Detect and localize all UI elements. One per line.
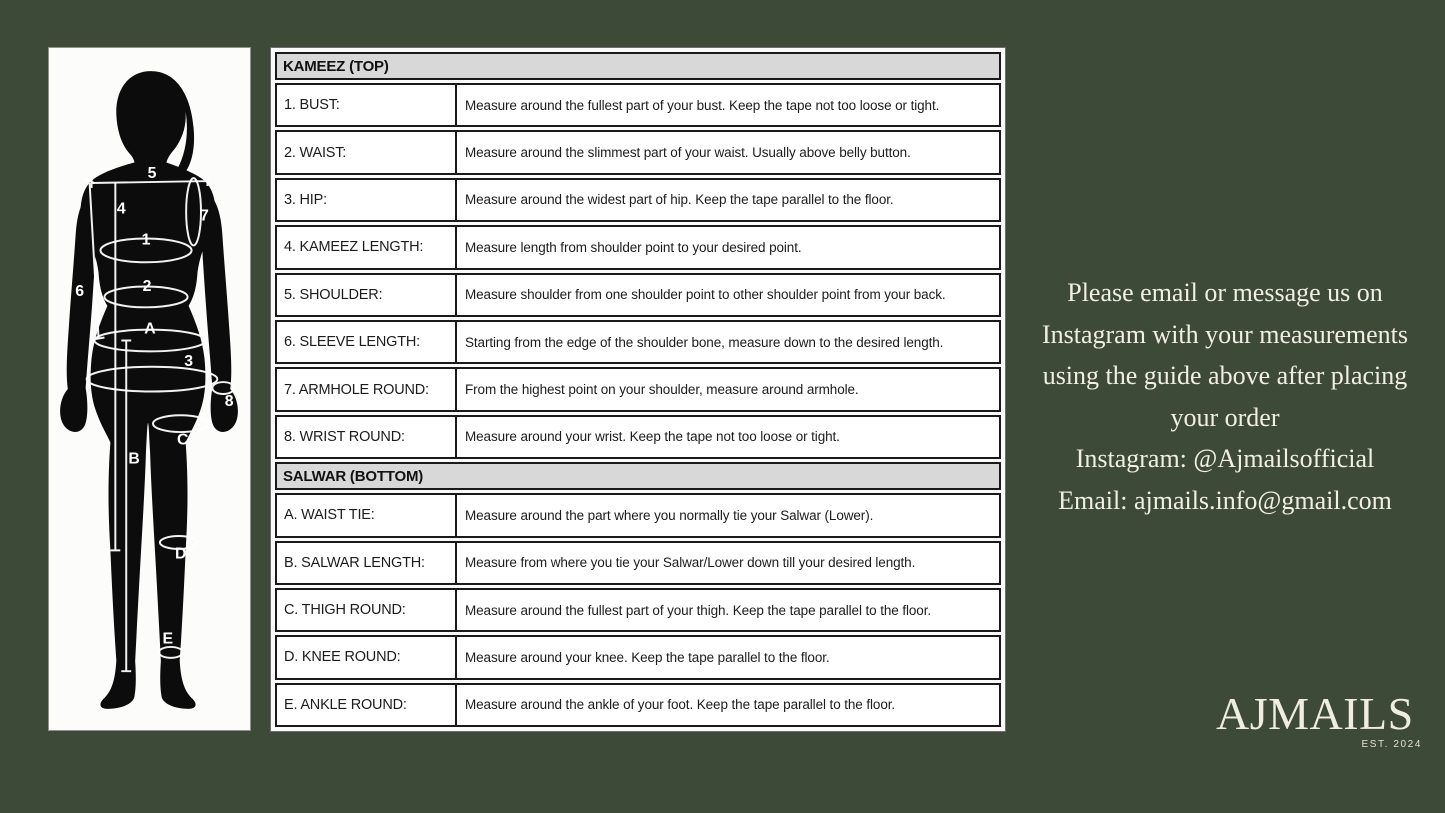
measurement-description: Measure around your wrist. Keep the tape not too loose or tight. bbox=[465, 429, 840, 445]
measurement-label: 1. BUST: bbox=[277, 85, 457, 125]
contact-note-line: your order bbox=[1170, 402, 1280, 432]
table-row bbox=[275, 273, 1001, 317]
marker-4: 4 bbox=[116, 200, 126, 218]
measurement-description: Measure around the ankle of your foot. Keep the tape parallel to the floor. bbox=[465, 697, 896, 713]
measurement-label: 8. WRIST ROUND: bbox=[277, 417, 457, 457]
table-row bbox=[275, 130, 1001, 174]
measurement-description: From the highest point on your shoulder, measure around armhole. bbox=[465, 382, 859, 398]
measurement-description: Measure length from shoulder point to your desired point. bbox=[465, 239, 802, 255]
measurement-description: Measure from where you tie your Salwar/Lower down till your desired length. bbox=[465, 555, 916, 571]
measurement-description: Starting from the edge of the shoulder bone, measure down to the desired length. bbox=[465, 334, 944, 350]
measurement-label: B. SALWAR LENGTH: bbox=[277, 543, 457, 583]
brand-logo bbox=[1216, 690, 1422, 750]
marker-1: 1 bbox=[141, 231, 151, 249]
measurement-description: Measure shoulder from one shoulder point to other shoulder point from your back. bbox=[465, 287, 946, 303]
contact-note-line: using the guide above after placing bbox=[1042, 361, 1408, 390]
measurement-description: Measure around the fullest part of your thigh. Keep the tape parallel to the floor. bbox=[465, 602, 932, 618]
contact-note-line: Instagram with your measurements bbox=[1041, 319, 1409, 349]
marker-E: E bbox=[162, 630, 174, 648]
table-row bbox=[275, 683, 1001, 727]
brand-established-year: EST. 2024 bbox=[1361, 739, 1422, 751]
silhouette-left-arm bbox=[60, 199, 96, 432]
measurement-label: 6. SLEEVE LENGTH: bbox=[277, 322, 457, 362]
contact-note-line: Please email or message us on bbox=[1067, 278, 1383, 307]
measurement-description: Measure around the slimmest part of your waist. Usually above belly button. bbox=[465, 145, 911, 161]
measurement-label: 7. ARMHOLE ROUND: bbox=[277, 369, 457, 409]
brand-name: AJMAILS bbox=[1216, 688, 1414, 739]
table-row bbox=[275, 367, 1001, 411]
body-silhouette-diagram bbox=[49, 48, 250, 730]
marker-3: 3 bbox=[184, 353, 194, 371]
body-measurement-figure-panel bbox=[48, 47, 251, 731]
table-row bbox=[275, 493, 1001, 537]
table-row bbox=[275, 320, 1001, 364]
marker-7: 7 bbox=[200, 207, 209, 225]
table-section-header: KAMEEZ (TOP) bbox=[275, 52, 1001, 80]
marker-C: C bbox=[176, 431, 189, 449]
table-row bbox=[275, 635, 1001, 679]
measurement-label: D. KNEE ROUND: bbox=[277, 637, 457, 677]
measurement-table bbox=[270, 47, 1006, 732]
measurement-description: Measure around your knee. Keep the tape parallel to the floor. bbox=[465, 649, 830, 665]
measurement-description: Measure around the fullest part of your bust. Keep the tape not too loose or tight. bbox=[465, 97, 940, 113]
measurement-label: 3. HIP: bbox=[277, 180, 457, 220]
measurement-description: Measure around the widest part of hip. Keep the tape parallel to the floor. bbox=[465, 192, 894, 208]
contact-note bbox=[1005, 272, 1445, 521]
measurement-label: C. THIGH ROUND: bbox=[277, 590, 457, 630]
measurement-label: 2. WAIST: bbox=[277, 132, 457, 172]
marker-D: D bbox=[174, 545, 187, 563]
table-row bbox=[275, 541, 1001, 585]
marker-B: B bbox=[128, 450, 140, 468]
table-row bbox=[275, 178, 1001, 222]
measurement-label: A. WAIST TIE: bbox=[277, 495, 457, 535]
measurement-label: E. ANKLE ROUND: bbox=[277, 685, 457, 725]
marker-2: 2 bbox=[142, 277, 152, 295]
measurement-label: 4. KAMEEZ LENGTH: bbox=[277, 227, 457, 267]
table-section-header: SALWAR (BOTTOM) bbox=[275, 462, 1001, 490]
contact-note-line: Email: ajmails.info@gmail.com bbox=[1058, 485, 1392, 515]
measurement-description: Measure around the part where you normally tie your Salwar (Lower). bbox=[465, 507, 874, 523]
contact-note-line: Instagram: @Ajmailsofficial bbox=[1075, 444, 1375, 473]
table-row bbox=[275, 83, 1001, 127]
table-row bbox=[275, 588, 1001, 632]
table-row bbox=[275, 225, 1001, 269]
marker-6: 6 bbox=[75, 282, 85, 300]
marker-5: 5 bbox=[147, 165, 157, 183]
marker-A: A bbox=[144, 320, 156, 338]
table-row bbox=[275, 415, 1001, 459]
silhouette-head bbox=[116, 71, 194, 176]
marker-8: 8 bbox=[224, 392, 234, 410]
measurement-label: 5. SHOULDER: bbox=[277, 275, 457, 315]
